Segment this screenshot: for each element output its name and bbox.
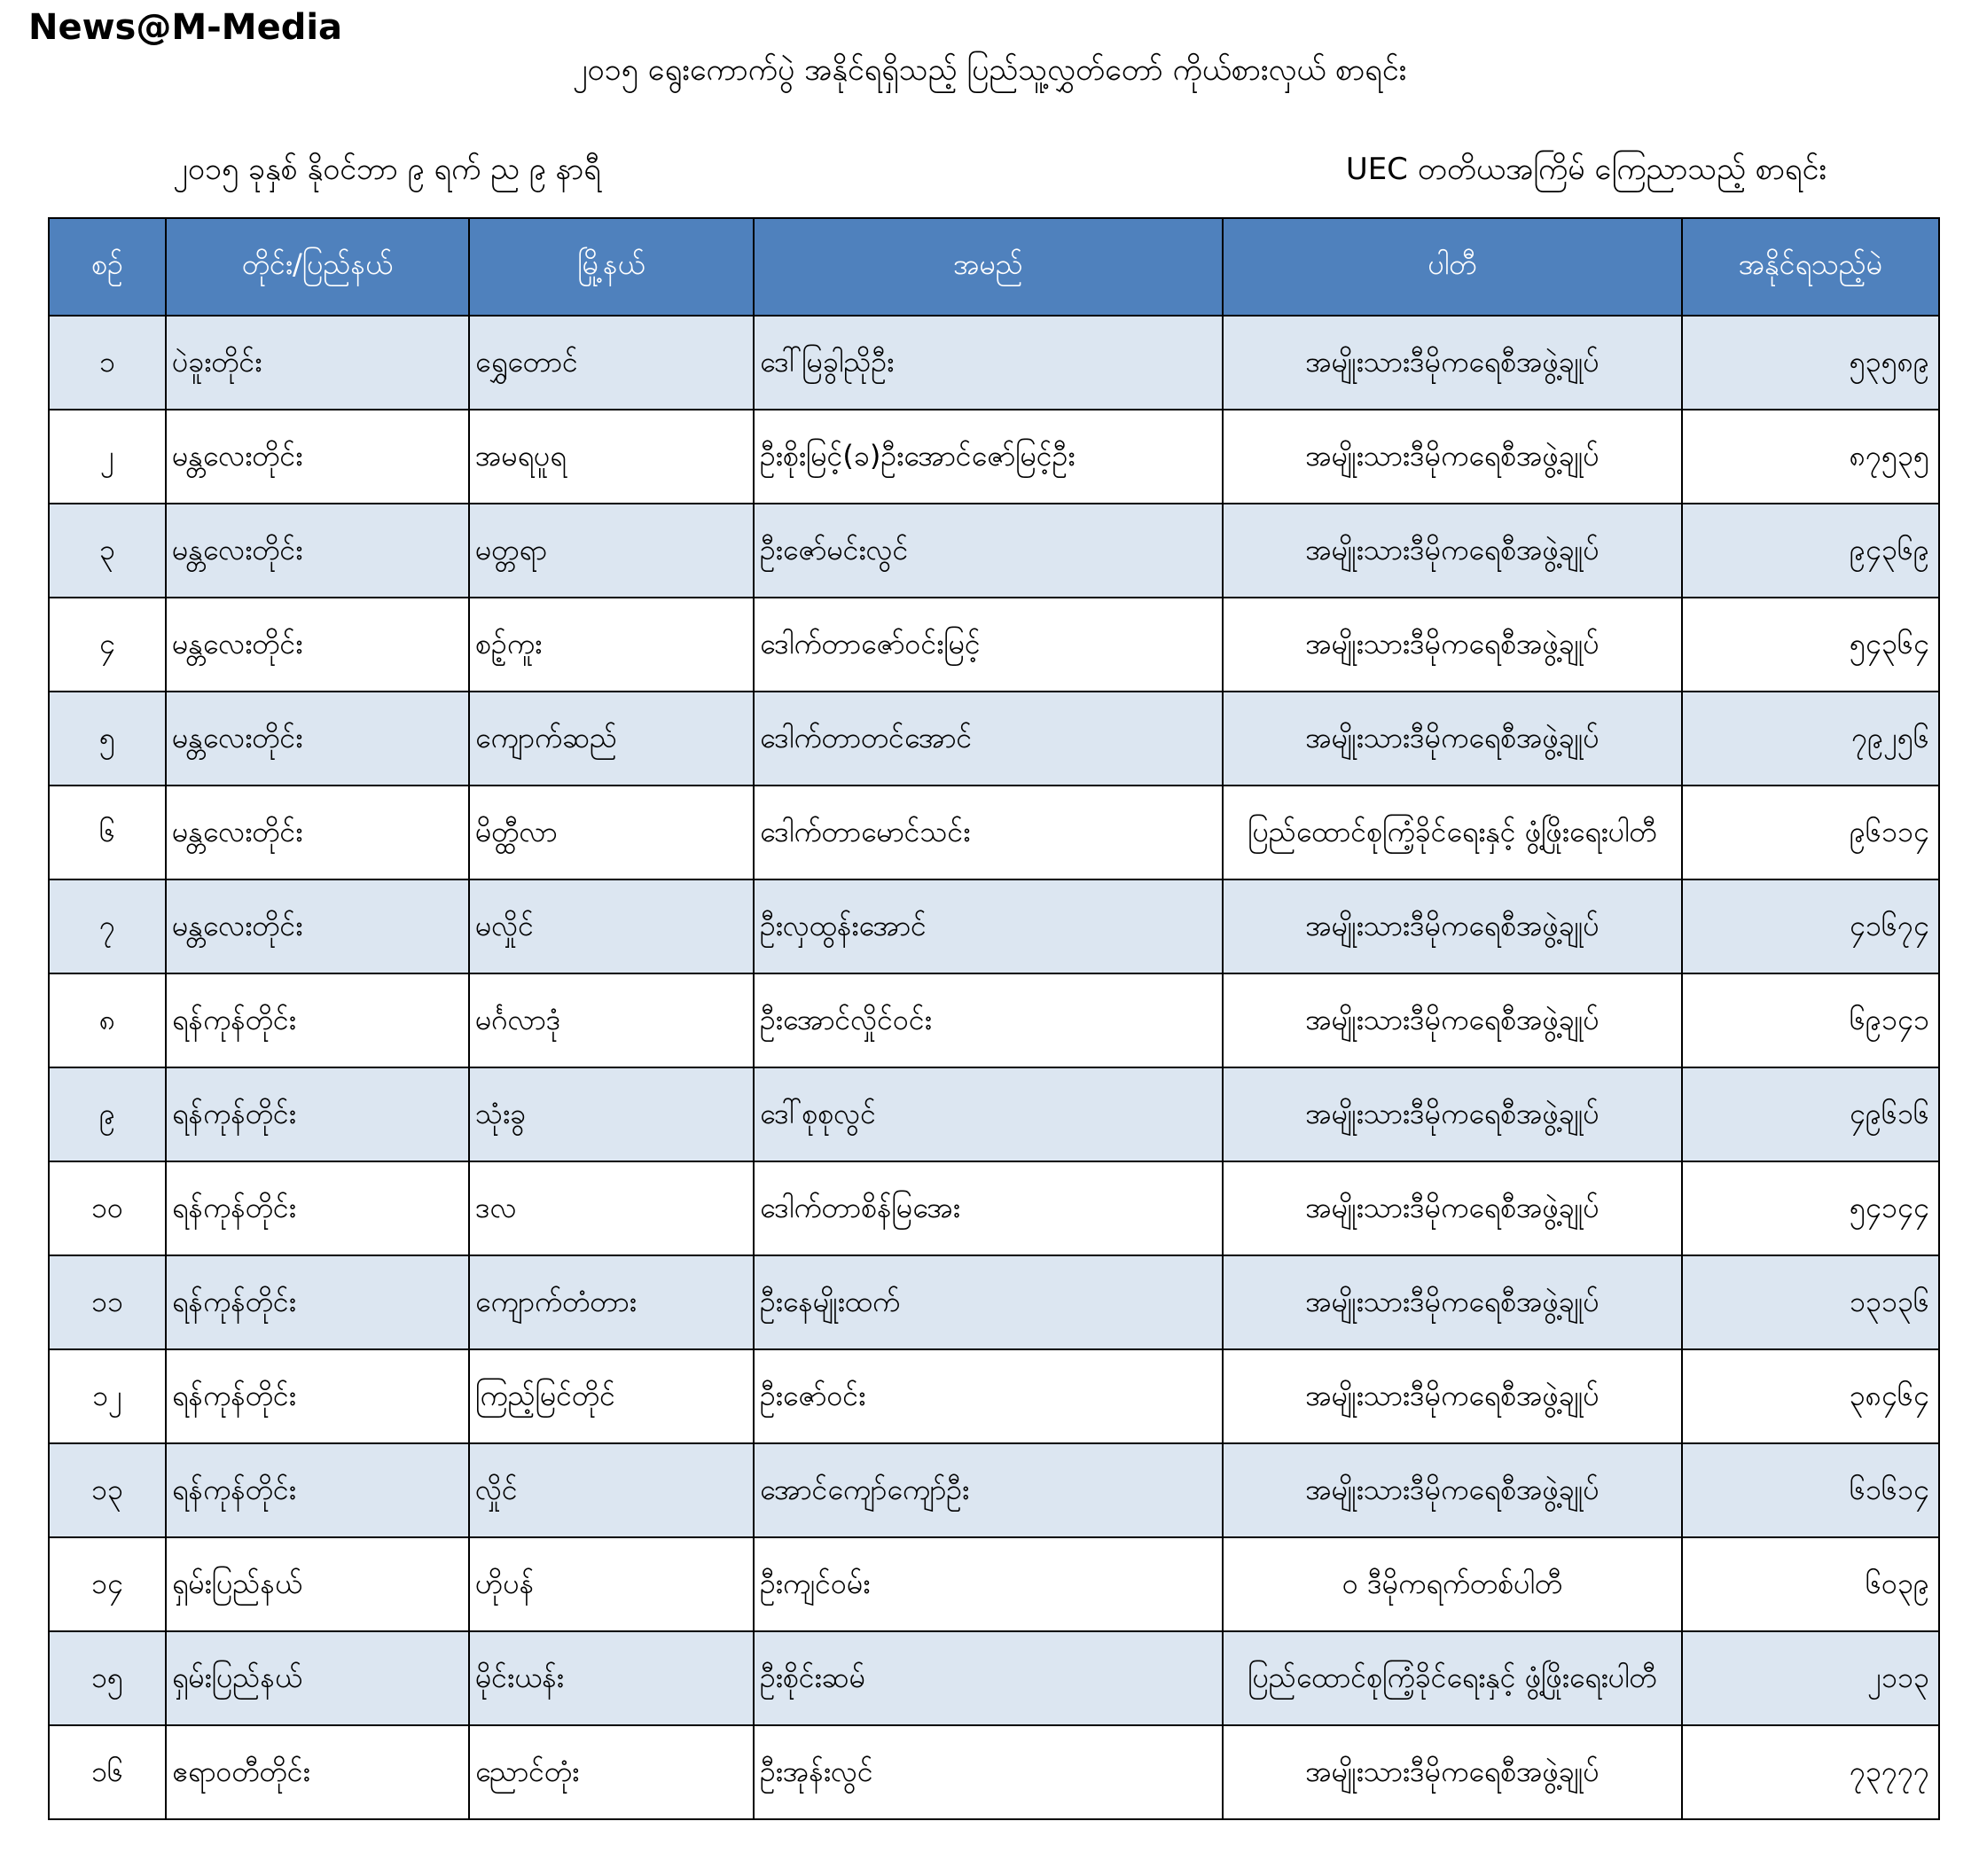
column-header-votes: အနိုင်ရသည့်မဲ — [1682, 218, 1939, 316]
cell-votes: ၁၃၁၃၆ — [1682, 1255, 1939, 1349]
cell-name: အောင်ကျော်ကျော်ဦး — [754, 1443, 1223, 1537]
cell-township: သုံးခွ — [469, 1067, 754, 1161]
cell-votes: ၆၉၁၄၁ — [1682, 973, 1939, 1067]
cell-region: ရန်ကုန်တိုင်း — [166, 1349, 469, 1443]
cell-party: အမျိုးသားဒီမိုကရေစီအဖွဲ့ချုပ် — [1223, 1161, 1682, 1255]
cell-name: ဦးစိုင်းဆမ် — [754, 1631, 1223, 1725]
date-line: ၂၀၁၅ ခုနှစ် နိုဝင်ဘာ ၉ ရက် ည ၉ နာရီ — [173, 152, 601, 187]
cell-township: လှိုင် — [469, 1443, 754, 1537]
cell-name: ဦးဇော်ဝင်း — [754, 1349, 1223, 1443]
cell-no: ၁၀ — [49, 1161, 166, 1255]
cell-region: မန္တလေးတိုင်း — [166, 879, 469, 973]
column-header-region: တိုင်း/ပြည်နယ် — [166, 218, 469, 316]
cell-name: ဒေါ်စုစုလွင် — [754, 1067, 1223, 1161]
cell-name: ဦးဇော်မင်းလွင် — [754, 504, 1223, 598]
cell-no: ၁ — [49, 316, 166, 410]
cell-township: ကျောက်ဆည် — [469, 692, 754, 786]
cell-name: ဦးစိုးမြင့်(ခ)ဦးအောင်ဇော်မြင့်ဦး — [754, 410, 1223, 504]
cell-region: မန္တလေးတိုင်း — [166, 692, 469, 786]
cell-no: ၁၁ — [49, 1255, 166, 1349]
cell-region: ရှမ်းပြည်နယ် — [166, 1537, 469, 1631]
cell-township: မတ္တရာ — [469, 504, 754, 598]
cell-party: အမျိုးသားဒီမိုကရေစီအဖွဲ့ချုပ် — [1223, 1443, 1682, 1537]
cell-no: ၆ — [49, 786, 166, 879]
cell-township: ဟိုပန် — [469, 1537, 754, 1631]
cell-no: ၈ — [49, 973, 166, 1067]
cell-party: အမျိုးသားဒီမိုကရေစီအဖွဲ့ချုပ် — [1223, 410, 1682, 504]
cell-no: ၇ — [49, 879, 166, 973]
column-header-name: အမည် — [754, 218, 1223, 316]
cell-township: မိတ္ထီလာ — [469, 786, 754, 879]
cell-party: အမျိုးသားဒီမိုကရေစီအဖွဲ့ချုပ် — [1223, 1067, 1682, 1161]
cell-region: ရန်ကုန်တိုင်း — [166, 1443, 469, 1537]
cell-name: ဒေါက်တာတင်အောင် — [754, 692, 1223, 786]
cell-region: မန္တလေးတိုင်း — [166, 410, 469, 504]
cell-no: ၁၃ — [49, 1443, 166, 1537]
table-row — [49, 410, 1939, 504]
cell-no: ၂ — [49, 410, 166, 504]
brand-logo-text: News@M-Media — [28, 7, 343, 48]
table-row — [49, 316, 1939, 410]
column-header-township: မြို့နယ် — [469, 218, 754, 316]
table-row — [49, 1631, 1939, 1725]
cell-region: ရန်ကုန်တိုင်း — [166, 1255, 469, 1349]
cell-party: အမျိုးသားဒီမိုကရေစီအဖွဲ့ချုပ် — [1223, 1255, 1682, 1349]
results-table — [48, 217, 1940, 1820]
cell-region: ရှမ်းပြည်နယ် — [166, 1631, 469, 1725]
table-row — [49, 879, 1939, 973]
cell-township: ရွှေတောင် — [469, 316, 754, 410]
cell-party: အမျိုးသားဒီမိုကရေစီအဖွဲ့ချုပ် — [1223, 504, 1682, 598]
cell-township: အမရပူရ — [469, 410, 754, 504]
table-row — [49, 598, 1939, 692]
cell-township: မင်္ဂလာဒုံ — [469, 973, 754, 1067]
cell-no: ၉ — [49, 1067, 166, 1161]
table-row — [49, 1161, 1939, 1255]
cell-votes: ၄၁၆၇၄ — [1682, 879, 1939, 973]
document-title: ၂၀၁၅ ရွေးကောက်ပွဲ အနိုင်ရရှိသည့် ပြည်သူ့လွှတ်တော် ကိုယ်စားလှယ် စာရင်း — [572, 52, 1407, 88]
cell-region: ရန်ကုန်တိုင်း — [166, 1161, 469, 1255]
cell-votes: ၆၁၆၁၄ — [1682, 1443, 1939, 1537]
cell-no: ၁၆ — [49, 1725, 166, 1819]
cell-party: အမျိုးသားဒီမိုကရေစီအဖွဲ့ချုပ် — [1223, 316, 1682, 410]
cell-region: ပဲခူးတိုင်း — [166, 316, 469, 410]
cell-township: ကြည့်မြင်တိုင် — [469, 1349, 754, 1443]
cell-votes: ၆၀၃၉ — [1682, 1537, 1939, 1631]
cell-name: ဦးအုန်းလွင် — [754, 1725, 1223, 1819]
cell-party: ပြည်ထောင်စုကြံ့ခိုင်ရေးနှင့် ဖွံ့ဖြိုးရေးပါတီ — [1223, 1631, 1682, 1725]
cell-votes: ၅၃၅၈၉ — [1682, 316, 1939, 410]
table-row — [49, 973, 1939, 1067]
table-row — [49, 1443, 1939, 1537]
cell-township: ကျောက်တံတား — [469, 1255, 754, 1349]
table-row — [49, 692, 1939, 786]
cell-name: ဒေါ်မြခွါညိုဦး — [754, 316, 1223, 410]
cell-name: ဦးလှထွန်းအောင် — [754, 879, 1223, 973]
cell-votes: ၅၄၁၄၄ — [1682, 1161, 1939, 1255]
table-row — [49, 786, 1939, 879]
cell-party: အမျိုးသားဒီမိုကရေစီအဖွဲ့ချုပ် — [1223, 879, 1682, 973]
cell-party: အမျိုးသားဒီမိုကရေစီအဖွဲ့ချုပ် — [1223, 692, 1682, 786]
cell-votes: ၇၉၂၅၆ — [1682, 692, 1939, 786]
table-row — [49, 1255, 1939, 1349]
cell-region: ရန်ကုန်တိုင်း — [166, 1067, 469, 1161]
column-header-no: စဉ် — [49, 218, 166, 316]
cell-township: မိုင်းယန်း — [469, 1631, 754, 1725]
cell-no: ၃ — [49, 504, 166, 598]
cell-name: ဦးနေမျိုးထက် — [754, 1255, 1223, 1349]
table-row — [49, 1537, 1939, 1631]
cell-no: ၁၄ — [49, 1537, 166, 1631]
cell-region: မန္တလေးတိုင်း — [166, 504, 469, 598]
cell-region: မန္တလေးတိုင်း — [166, 786, 469, 879]
table-row — [49, 504, 1939, 598]
cell-name: ဦးအောင်လှိုင်ဝင်း — [754, 973, 1223, 1067]
cell-party: အမျိုးသားဒီမိုကရေစီအဖွဲ့ချုပ် — [1223, 1349, 1682, 1443]
cell-votes: ၅၄၃၆၄ — [1682, 598, 1939, 692]
cell-no: ၁၅ — [49, 1631, 166, 1725]
cell-votes: ၄၉၆၁၆ — [1682, 1067, 1939, 1161]
cell-votes: ၉၄၃၆၉ — [1682, 504, 1939, 598]
cell-region: မန္တလေးတိုင်း — [166, 598, 469, 692]
cell-votes: ၈၇၅၃၅ — [1682, 410, 1939, 504]
table-row — [49, 1349, 1939, 1443]
table-body — [49, 316, 1939, 1819]
table-header-row — [49, 218, 1939, 316]
cell-township: ညောင်တုံး — [469, 1725, 754, 1819]
cell-party: အမျိုးသားဒီမိုကရေစီအဖွဲ့ချုပ် — [1223, 598, 1682, 692]
cell-party: အမျိုးသားဒီမိုကရေစီအဖွဲ့ချုပ် — [1223, 973, 1682, 1067]
cell-votes: ၇၃၇၇၇ — [1682, 1725, 1939, 1819]
cell-name: ဒေါက်တာဇော်ဝင်းမြင့် — [754, 598, 1223, 692]
table-row — [49, 1067, 1939, 1161]
cell-no: ၁၂ — [49, 1349, 166, 1443]
cell-party: ဝ ဒီမိုကရက်တစ်ပါတီ — [1223, 1537, 1682, 1631]
source-line: UEC တတိယအကြိမ် ကြေညာသည့် စာရင်း — [1345, 152, 1826, 187]
cell-no: ၅ — [49, 692, 166, 786]
cell-no: ၄ — [49, 598, 166, 692]
cell-votes: ၃၈၄၆၄ — [1682, 1349, 1939, 1443]
cell-votes: ၉၆၁၁၄ — [1682, 786, 1939, 879]
cell-township: ဒလ — [469, 1161, 754, 1255]
cell-township: မလှိုင် — [469, 879, 754, 973]
cell-party: အမျိုးသားဒီမိုကရေစီအဖွဲ့ချုပ် — [1223, 1725, 1682, 1819]
cell-township: စဉ့်ကူး — [469, 598, 754, 692]
cell-party: ပြည်ထောင်စုကြံ့ခိုင်ရေးနှင့် ဖွံ့ဖြိုးရေးပါတီ — [1223, 786, 1682, 879]
cell-name: ဦးကျင်ဝမ်း — [754, 1537, 1223, 1631]
table-row — [49, 1725, 1939, 1819]
cell-name: ဒေါက်တာမောင်သင်း — [754, 786, 1223, 879]
cell-region: ရန်ကုန်တိုင်း — [166, 973, 469, 1067]
cell-name: ဒေါက်တာစိန်မြအေး — [754, 1161, 1223, 1255]
cell-votes: ၂၁၁၃ — [1682, 1631, 1939, 1725]
cell-region: ဧရာဝတီတိုင်း — [166, 1725, 469, 1819]
column-header-party: ပါတီ — [1223, 218, 1682, 316]
